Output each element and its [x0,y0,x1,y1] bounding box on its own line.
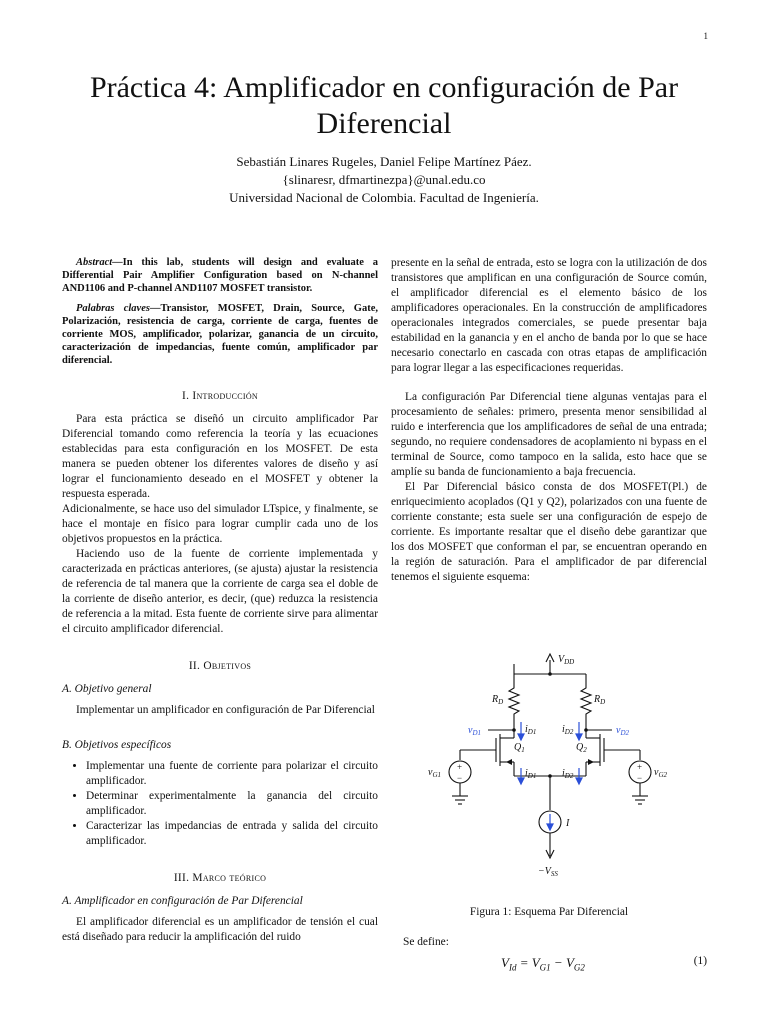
define-text: Se define: [403,936,449,948]
label-q1: $Q_1$ [514,742,525,754]
label-vg2: $v_{G2}$ [654,767,668,779]
intro-paragraph-1: Para esta práctica se diseñó un circuito amplificador Par Diferencial tomando como referencia la teoría y las ecuaciones establecidas para esta configuración en los MOSFET. De esta manera se pueden obtener los diferentes valores de diseño y así lograr el funcionamiento deseado en el MOSFET y obtener la respuesta esperada. [62,413,378,500]
keywords [62,302,378,367]
equation-number: (1) [693,955,707,967]
equation-expression: $V_{Id} = V_{G1} - V_{G2}$ [501,955,585,973]
svg-text:−: − [637,773,643,783]
svg-text:+: + [457,762,463,772]
intro-paragraph-2: Adicionalmente, se hace uso del simulador LTspice, y finalmente, se hace el montaje en físico para lograr cumplir cada uno de los objetivos propuestos en la práctica. [62,503,378,545]
label-id1-bottom: $i_{D1}$ [525,768,537,780]
label-vss: $-V_{SS}$ [538,866,558,878]
abstract-text: —In this lab, students will design and evaluate a Differential Pair Amplifier Configuration based on N-channel AND1106 and P-channel AND1107 MOSFET transistor. [62,257,378,294]
label-vd2: $v_{D2}$ [616,725,630,737]
section-heading-intro: I. Introducción [181,390,259,402]
abstract-label: Abstract [76,257,113,268]
author-block [40,153,728,207]
keywords-label: Palabras claves [76,303,150,314]
section-heading-objetivos: II. Objetivos [188,660,252,672]
keywords-text: —Transistor, MOSFET, Drain, Source, Gate, Polarización, resistencia de carga, corriente de carga, fuentes de corriente MOS, amplificador, polarizar, ganancia de un circuito, caracterización de impedancias, fuente común, amplificador par diferencial. [62,303,378,366]
left-column [62,256,378,945]
right-paragraph-2: La configuración Par Diferencial tiene algunas ventajas para el procesamiento de señales: primero, presenta menor sensibilidad al ruido e interferencia que los amplificadores de señal de una entrada; segundo, no requiere condensadores de acoplamiento ni bypass en el terminal de Source, como tampoco en la salida, esto hace que se amplíe su banda de funcionamiento a baja frecuencia. [391,391,707,478]
right-paragraph-3: El Par Diferencial básico consta de dos MOSFET(Pl.) de enriquecimiento acoplados (Q1 y Q2), polarizados con una fuente de corriente constante; esta suele ser una configuración de espejo de corriente. Es importante resaltar que el diseño debe garantizar que los dos MOSFET que conforman el par, se encuentran operando en la región de saturación. Para el amplificador de par diferencial tenemos el siguiente esquema: [391,481,707,583]
list-item: • Determinar experimentalmente la ganancia del circuito amplificador. [86,789,378,819]
right-column [391,256,707,585]
right-paragraph-1: presente en la señal de entrada, esto se logra con la utilización de dos transistores que amplifican en una configuración de Source común, el amplificador diferencial es el elemento básico de los amplificadores operacionales. En la construcción de amplificadores operacionales integrados comerciales, se puede presentar baja estabilidad en la ganancia y en el ancho de banda por lo que se hace necesario conectarlo en cascada con otras etapas de amplificación para lograr llegar a las especificaciones requeridas. [391,257,707,374]
list-item: • Caracterizar las impedancias de entrada y salida del circuito amplificador. [86,819,378,849]
label-id2-top: $i_{D2}$ [562,724,574,736]
author-emails: {slinaresr, dfmartinezpa}@unal.edu.co [282,172,486,187]
subsection-par-diferencial: A. Amplificador en configuración de Par Diferencial [62,895,303,907]
label-rd-left: $R_D$ [492,694,504,706]
svg-text:−: − [457,773,463,783]
label-vd1: $v_{D1}$ [468,725,482,737]
label-id1-top: $i_{D1}$ [525,724,537,736]
paper-title: Práctica 4: Amplificador en configuración de Par Diferencial [89,71,679,140]
subsection-objetivos-especificos: B. Objetivos específicos [62,739,172,751]
page-number: 1 [703,31,708,41]
label-vg1: $v_{G1}$ [428,767,442,779]
author-names: Sebastián Linares Rugeles, Daniel Felipe Martínez Páez. [236,154,532,169]
figure-caption: Figura 1: Esquema Par Diferencial [469,906,629,918]
label-vdd: $V_{DD}$ [558,654,575,666]
label-rd-right: $R_D$ [594,694,606,706]
label-id2-bottom: $i_{D2}$ [562,768,574,780]
intro-paragraph-3: Haciendo uso de la fuente de corriente implementada y caracterizada en prácticas anteriores, (se ajusta) ajustar la resistencia de referencia de tal manera que la corriente de carga sea el doble de la corriente de diseño anterior, es decir, (que) reduzca la resistencia de referencia a la mitad. Esta fuente de corriente sirve para alimentar el circuito amplificador diferencial. [62,548,378,635]
svg-text:+: + [637,762,643,772]
author-affiliation: Universidad Nacional de Colombia. Facultad de Ingeniería. [229,190,539,205]
differential-pair-schematic [418,650,718,885]
list-item: • Implementar una fuente de corriente para polarizar el circuito amplificador. [86,759,378,789]
objetivos-list [62,759,378,849]
subsection-objetivo-general: A. Objetivo general [62,683,152,695]
equation-1 [391,955,707,973]
objetivo-general-text: Implementar un amplificador en configuración de Par Diferencial [76,704,375,716]
label-i: I [566,818,570,829]
abstract [62,256,378,295]
marco-paragraph-1: El amplificador diferencial es un amplificador de tensión el cual está diseñado para reducir la amplificación del ruido [62,916,378,943]
label-q2: $Q_2$ [576,742,587,754]
section-heading-marco: III. Marco teórico [173,872,267,884]
